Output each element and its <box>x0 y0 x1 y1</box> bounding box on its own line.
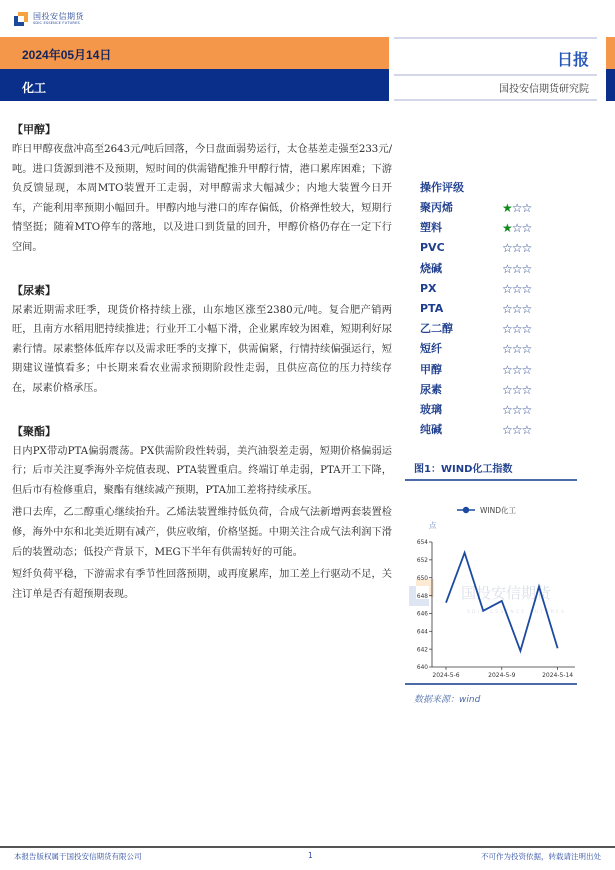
y-axis-label: 点 <box>429 521 437 530</box>
divider <box>405 683 577 685</box>
star-empty-icon: ☆ <box>521 241 532 256</box>
report-date: 2024年05月14日 <box>22 48 112 62</box>
star-rating-icon <box>502 198 531 218</box>
rating-product-name: 玻璃 <box>420 402 442 416</box>
star-empty-icon: ☆ <box>511 241 522 256</box>
star-rating-icon <box>502 339 531 359</box>
star-empty-icon: ☆ <box>502 322 512 337</box>
section-paragraph: 日内PX带动PTA偏弱震荡。PX供需阶段性转弱，美汽油裂差走弱，短期价格偏弱运行；后市关注夏季海外辛烷值表现、PTA装置重启。终端订单走弱，PTA开工下降，但后市有检修重启，聚酯有继续减产预期，PTA加工差将持续承压。 <box>12 445 392 496</box>
star-empty-icon: ☆ <box>511 281 522 296</box>
rating-row <box>420 339 560 359</box>
rating-product-name: 甲醇 <box>420 362 442 376</box>
divider <box>394 74 597 76</box>
star-empty-icon: ☆ <box>521 322 532 337</box>
star-empty-icon: ☆ <box>521 301 532 316</box>
rating-row <box>420 259 560 279</box>
star-empty-icon: ☆ <box>521 423 532 438</box>
star-empty-icon: ☆ <box>511 402 522 417</box>
figure-title: 图1：WIND化工指数 <box>414 464 513 475</box>
rating-product-name: 短纤 <box>420 342 442 356</box>
y-tick-label: 648 <box>416 593 428 600</box>
section-paragraph: 尿素近期需求旺季，现货价格持续上涨，山东地区涨至2380元/吨。复合肥产销两旺，且南方水稻用肥持续推进；行业开工小幅下滑，企业累库较为困难，短期利好尿素行情。尿素整体低库存以及需求旺季的支撑下，供需偏紧，行情持续偏强运行，短期建议谨慎看多；中长期来看农业需求预期阶段性走弱，且供应高位的压力持续存在，尿素价格承压。 <box>12 304 392 394</box>
section-paragraph: 短纤负荷平稳，下游需求有季节性回落预期，或再度累库，加工差上行驱动不足，关注订单是否有超预期表现。 <box>12 569 392 600</box>
report-type: 日报 <box>556 50 589 69</box>
star-rating-icon <box>502 360 531 380</box>
star-filled-icon: ★ <box>502 201 512 215</box>
footer-disclaimer: 不可作为投资依据，转载请注明出处 <box>481 852 601 861</box>
star-empty-icon: ☆ <box>511 261 522 276</box>
star-empty-icon: ☆ <box>521 362 532 377</box>
page-number: 1 <box>308 851 313 860</box>
star-empty-icon: ☆ <box>511 382 522 397</box>
star-rating-icon <box>502 400 531 420</box>
star-empty-icon: ☆ <box>521 402 532 417</box>
svg-text:SDIC ESSENCE FUTURES: SDIC ESSENCE FUTURES <box>467 610 567 615</box>
footer-copyright: 本报告版权属于国投安信期货有限公司 <box>14 852 142 861</box>
rating-product-name: 塑料 <box>420 221 442 235</box>
star-empty-icon: ☆ <box>521 261 532 276</box>
rating-product-name: 乙二醇 <box>420 322 453 336</box>
star-empty-icon: ☆ <box>502 342 512 357</box>
y-tick-label: 652 <box>416 558 428 565</box>
rating-row <box>420 400 560 420</box>
star-rating-icon <box>502 238 531 258</box>
star-empty-icon: ☆ <box>511 301 522 316</box>
section-title-urea: 【尿素】 <box>12 283 56 297</box>
section-title-polyester: 【聚酯】 <box>12 424 56 438</box>
star-empty-icon: ☆ <box>502 402 512 417</box>
rating-row <box>420 319 560 339</box>
logo-icon <box>14 12 28 26</box>
rating-product-name: PVC <box>420 241 445 255</box>
star-rating-icon <box>502 299 531 319</box>
star-rating-icon <box>502 319 531 339</box>
rating-product-name: PX <box>420 281 437 295</box>
star-rating-icon <box>502 380 531 400</box>
star-empty-icon: ☆ <box>511 221 522 236</box>
star-empty-icon: ☆ <box>511 362 522 377</box>
star-empty-icon: ☆ <box>521 382 532 397</box>
wind-chemical-index-chart <box>405 485 605 681</box>
y-tick-label: 646 <box>416 611 428 618</box>
section-title-methanol: 【甲醇】 <box>12 123 56 136</box>
star-empty-icon: ☆ <box>511 201 522 215</box>
data-source: 数据来源：wind <box>414 695 481 705</box>
y-tick-label: 640 <box>416 665 428 672</box>
star-rating-icon <box>502 420 531 440</box>
rating-product-name: PTA <box>420 301 444 315</box>
star-empty-icon: ☆ <box>502 423 512 438</box>
y-tick-label: 654 <box>416 540 428 547</box>
rating-row <box>420 279 560 299</box>
rating-row <box>420 360 560 380</box>
rating-row <box>420 198 560 218</box>
star-empty-icon: ☆ <box>511 423 522 438</box>
svg-text:国投安信期货: 国投安信期货 <box>461 584 552 602</box>
x-tick-label: 2024-5-14 <box>542 672 574 679</box>
star-empty-icon: ☆ <box>511 322 522 337</box>
star-empty-icon: ☆ <box>502 301 512 316</box>
x-tick-label: 2024-5-6 <box>432 672 460 679</box>
y-tick-label: 642 <box>416 647 428 654</box>
star-empty-icon: ☆ <box>502 261 512 276</box>
star-empty-icon: ☆ <box>502 362 512 377</box>
divider <box>405 479 577 481</box>
rating-product-name: 纯碱 <box>420 423 442 437</box>
logo-text-en: SDIC ESSENCE FUTURES <box>33 21 80 25</box>
divider <box>394 37 597 39</box>
footer-divider <box>0 846 615 848</box>
rating-product-name: 烧碱 <box>420 261 442 275</box>
y-tick-label: 644 <box>416 629 428 636</box>
star-empty-icon: ☆ <box>502 281 512 296</box>
x-tick-label: 2024-5-9 <box>488 672 516 679</box>
star-empty-icon: ☆ <box>521 201 532 215</box>
rating-row <box>420 238 560 258</box>
report-type-box <box>389 37 606 101</box>
institute-name: 国投安信期货研究院 <box>499 84 589 95</box>
rating-row <box>420 380 560 400</box>
star-empty-icon: ☆ <box>502 382 512 397</box>
operation-rating-table <box>420 178 560 440</box>
company-logo <box>14 10 104 30</box>
star-rating-icon <box>502 259 531 279</box>
star-rating-icon <box>502 218 531 238</box>
divider <box>394 99 597 101</box>
star-empty-icon: ☆ <box>521 281 532 296</box>
rating-product-name: 尿素 <box>420 382 442 396</box>
section-paragraph: 港口去库，乙二醇重心继续抬升。乙烯法装置维持低负荷，合成气法新增两套装置检修，海外中东和北美近期有减产，供应收缩，价格坚挺。中期关注合成气法利润下滑后的装置动态；低投产背景下，MEG下半年有供需转好的可能。 <box>12 507 392 558</box>
rating-title: 操作评级 <box>420 181 464 194</box>
star-empty-icon: ☆ <box>521 221 532 236</box>
rating-row <box>420 218 560 238</box>
legend-marker-icon <box>463 507 469 513</box>
rating-row <box>420 299 560 319</box>
rating-row <box>420 420 560 440</box>
logo-text-cn: 国投安信期货 <box>33 12 84 21</box>
star-filled-icon: ★ <box>502 221 512 236</box>
commentary-column <box>12 120 392 604</box>
star-rating-icon <box>502 279 531 299</box>
y-tick-label: 650 <box>416 575 428 582</box>
star-empty-icon: ☆ <box>521 342 532 357</box>
star-empty-icon: ☆ <box>502 241 512 256</box>
report-sector: 化工 <box>22 81 47 95</box>
star-empty-icon: ☆ <box>511 342 522 357</box>
rating-product-name: 聚丙烯 <box>420 201 453 214</box>
section-paragraph: 昨日甲醇夜盘冲高至2643元/吨后回落，今日盘面弱势运行，太仓基差走强至233元/吨。进口货源到港不及预期，短时间的供需错配推升甲醇行情，港口累库困难；下游负反馈显现，本周MTO装置开工走弱，对甲醇需求大幅减少；内地大装置今日开车，产能利用率预期小幅回升。甲醇内地与港口的库存偏低，价格弹性较大，短期行情坚挺；随着MTO停车的落地，以及进口到货量的回升，甲醇价格仍存在一定下行空间。 <box>12 144 392 253</box>
legend-label: WIND化工 <box>480 506 517 515</box>
